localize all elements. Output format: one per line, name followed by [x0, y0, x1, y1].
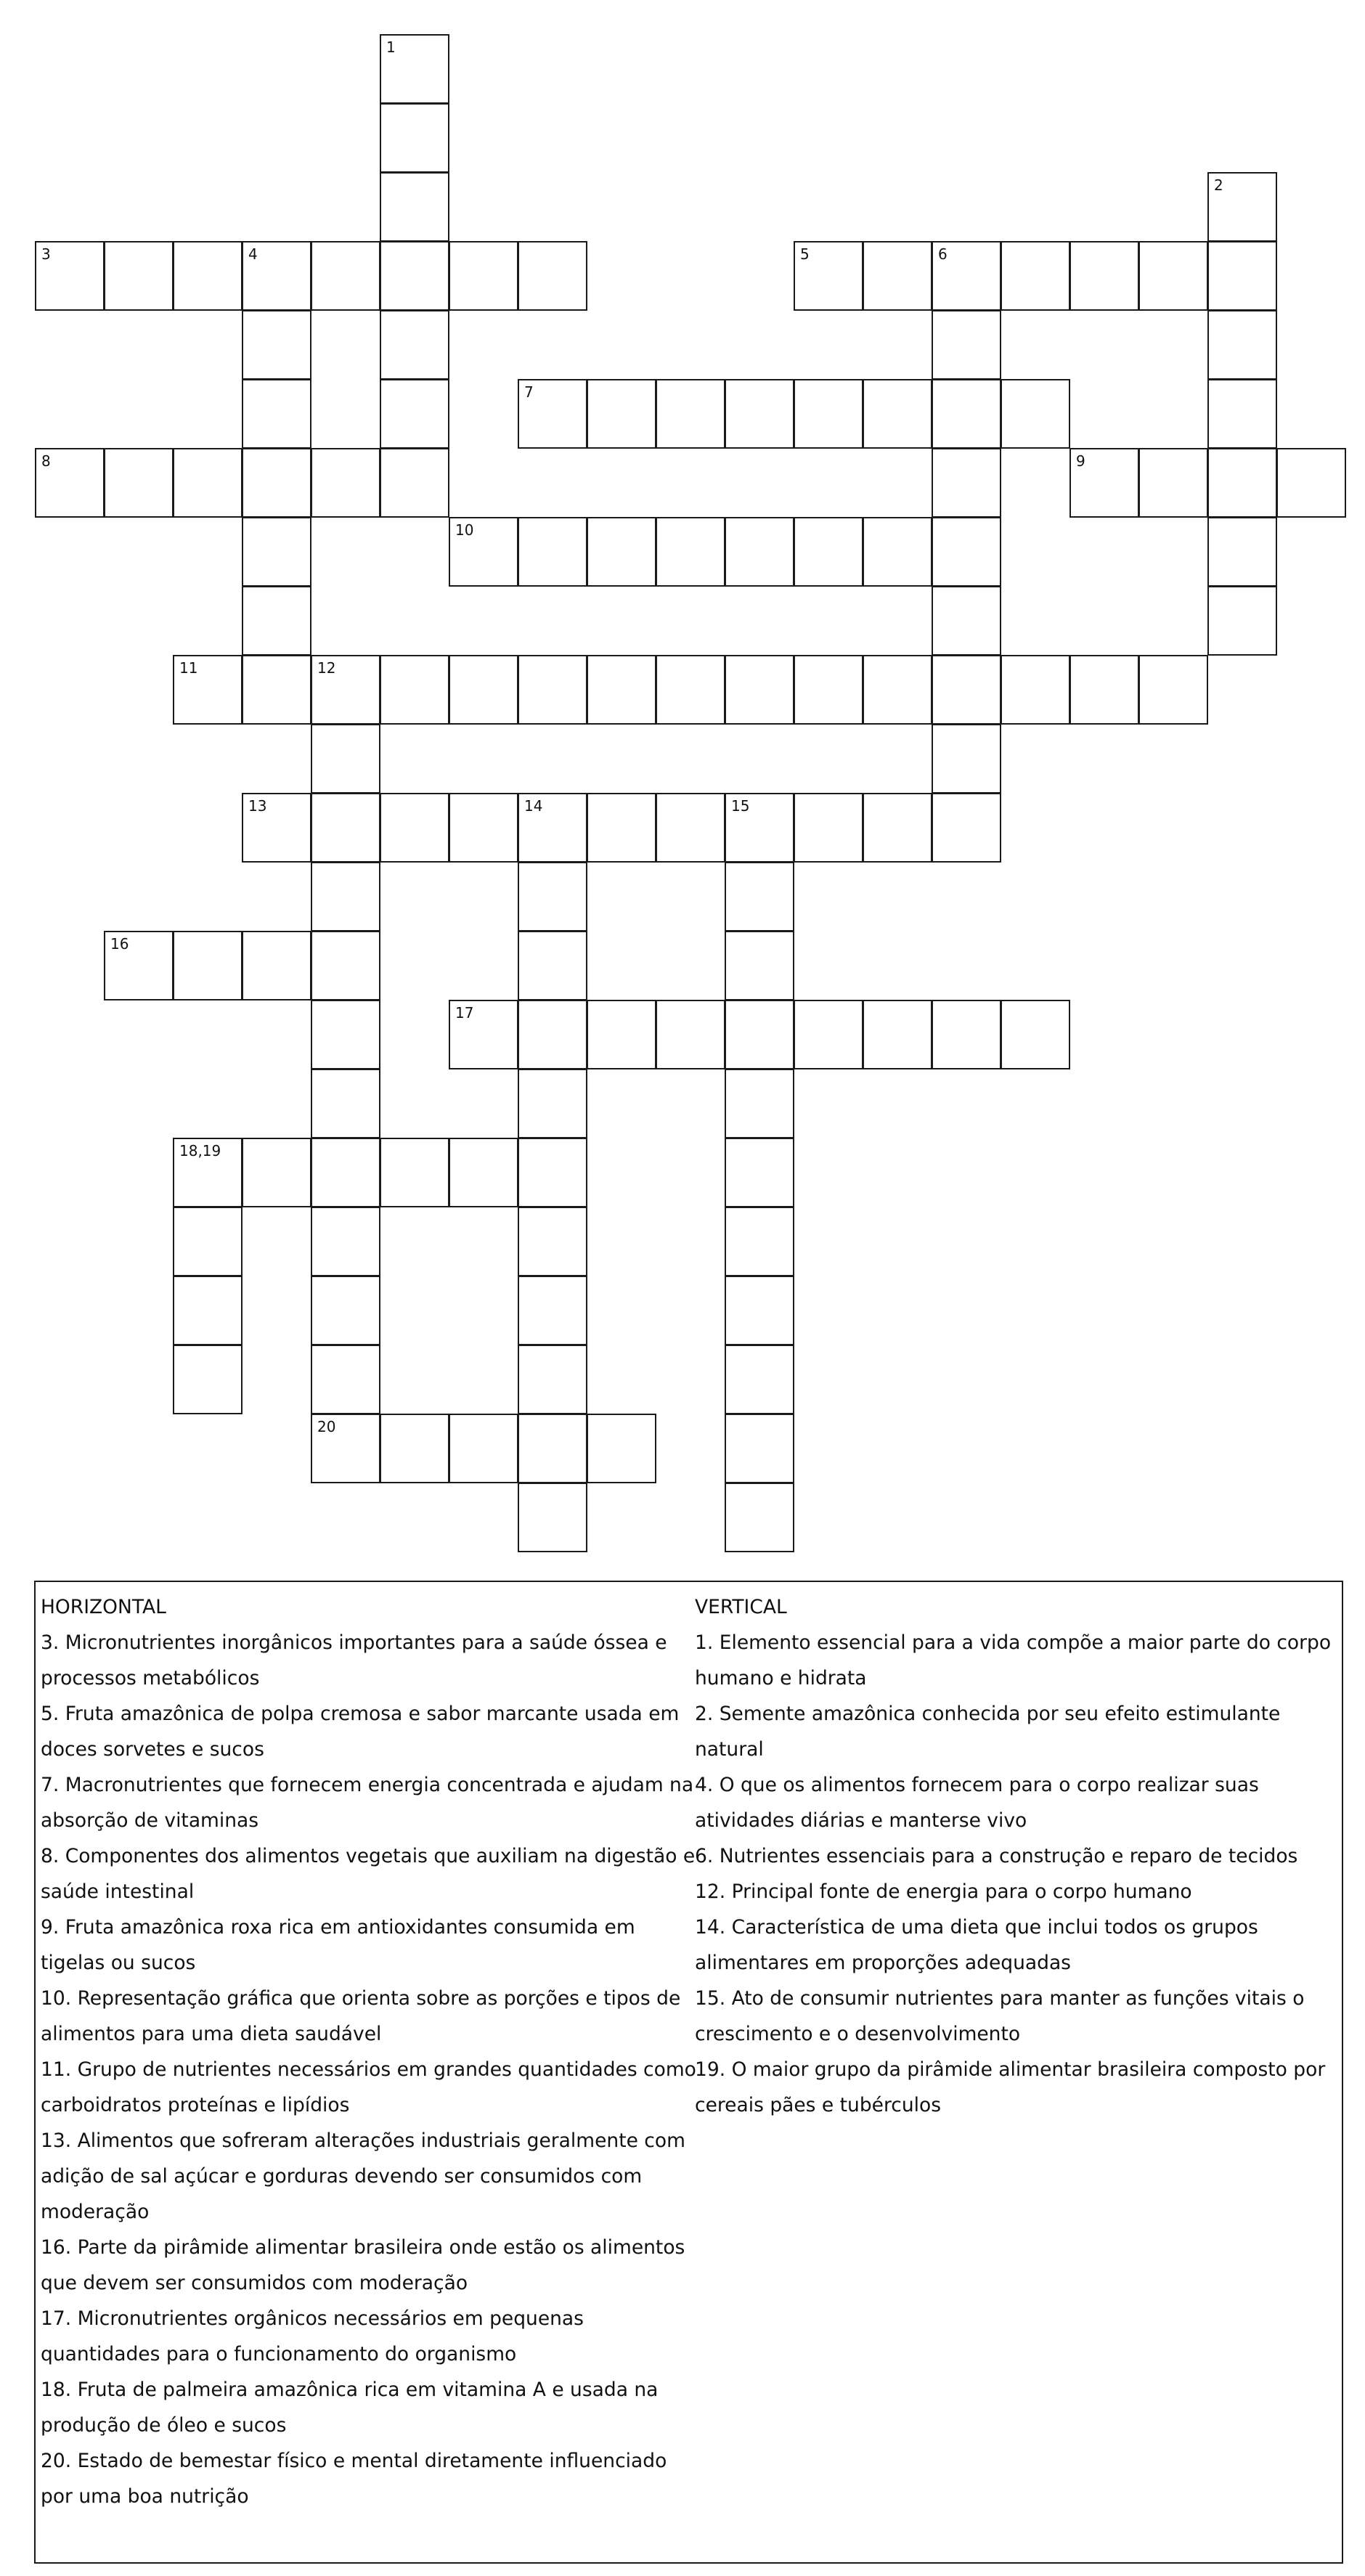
- crossword-cell[interactable]: [1207, 586, 1277, 656]
- crossword-cell[interactable]: [587, 379, 656, 449]
- crossword-cell[interactable]: [656, 655, 725, 725]
- crossword-cell[interactable]: [242, 586, 311, 656]
- crossword-cell[interactable]: [311, 448, 380, 518]
- crossword-cell[interactable]: [242, 241, 311, 311]
- crossword-cell[interactable]: [1276, 448, 1346, 518]
- crossword-cell[interactable]: [587, 655, 656, 725]
- crossword-cell[interactable]: [932, 517, 1001, 587]
- horizontal-clue: 5. Fruta amazônica de polpa cremosa e sabor marcante usada em doces sorvetes e sucos: [41, 1703, 680, 1761]
- crossword-cell[interactable]: [1207, 172, 1277, 242]
- clue-number: 13: [248, 797, 267, 815]
- crossword-cell[interactable]: [173, 448, 243, 518]
- crossword-cell[interactable]: [380, 1138, 449, 1207]
- crossword-cell[interactable]: [449, 793, 518, 863]
- crossword-cell[interactable]: [518, 1069, 587, 1138]
- horizontal-clues-column: [41, 1589, 698, 2514]
- crossword-cell[interactable]: [725, 379, 794, 449]
- clue-number: 7: [524, 383, 534, 401]
- vertical-clues-column: [695, 1589, 1342, 2123]
- crossword-cell[interactable]: [173, 655, 243, 725]
- clue-number: 6: [938, 245, 948, 263]
- horizontal-clue: 17. Micronutrientes orgânicos necessários em pequenas quantidades para o funcionamento do organismo: [41, 2307, 584, 2365]
- clue-number: 1: [386, 38, 396, 56]
- crossword-cell[interactable]: [518, 1138, 587, 1207]
- crossword-cell[interactable]: [863, 655, 932, 725]
- crossword-cell[interactable]: [311, 1069, 380, 1138]
- crossword-cell[interactable]: [794, 1000, 863, 1069]
- clue-number: 5: [800, 245, 810, 263]
- crossword-cell[interactable]: [173, 1276, 243, 1345]
- clue-number: 14: [524, 797, 543, 815]
- crossword-cell[interactable]: [863, 379, 932, 449]
- crossword-cell[interactable]: [932, 241, 1001, 311]
- crossword-cell[interactable]: [380, 448, 449, 518]
- crossword-cell[interactable]: [380, 655, 449, 725]
- vertical-clue: 12. Principal fonte de energia para o corpo humano: [695, 1880, 1192, 1903]
- horizontal-clue: 3. Micronutrientes inorgânicos importantes para a saúde óssea e processos metabólicos: [41, 1631, 667, 1690]
- horizontal-clue: 13. Alimentos que sofreram alterações industriais geralmente com adição de sal açúcar e gorduras devendo ser consumidos com moderação: [41, 2129, 685, 2223]
- crossword-cell[interactable]: [518, 1483, 587, 1552]
- crossword-cell[interactable]: [518, 655, 587, 725]
- crossword-cell[interactable]: [518, 1276, 587, 1345]
- crossword-cell[interactable]: [1001, 1000, 1070, 1069]
- crossword-cell[interactable]: [1001, 379, 1070, 449]
- crossword-cell[interactable]: [587, 1414, 656, 1483]
- vertical-clues-title: VERTICAL: [695, 1596, 787, 1618]
- crossword-cell[interactable]: [242, 379, 311, 449]
- crossword-cell[interactable]: [449, 517, 518, 587]
- crossword-cell[interactable]: [1001, 241, 1070, 311]
- crossword-cell[interactable]: [173, 241, 243, 311]
- crossword-cell[interactable]: [1207, 517, 1277, 587]
- horizontal-clue: 18. Fruta de palmeira amazônica rica em vitamina A e usada na produção de óleo e sucos: [41, 2379, 659, 2437]
- crossword-cell[interactable]: [725, 862, 794, 932]
- crossword-cell[interactable]: [1069, 655, 1139, 725]
- crossword-cell[interactable]: [1001, 655, 1070, 725]
- crossword-cell[interactable]: [587, 517, 656, 587]
- crossword-cell[interactable]: [932, 724, 1001, 794]
- crossword-cell[interactable]: [932, 1000, 1001, 1069]
- clue-number: 12: [317, 659, 336, 677]
- crossword-cell[interactable]: [932, 379, 1001, 449]
- clue-number: 10: [455, 521, 474, 539]
- crossword-cell[interactable]: [518, 1414, 587, 1483]
- crossword-cell[interactable]: [242, 931, 311, 1000]
- crossword-cell[interactable]: [449, 655, 518, 725]
- horizontal-clue: 16. Parte da pirâmide alimentar brasileira onde estão os alimentos que devem ser consumidos com moderação: [41, 2236, 685, 2294]
- crossword-cell[interactable]: [311, 862, 380, 932]
- crossword-cell[interactable]: [1069, 448, 1139, 518]
- clue-number: 20: [317, 1418, 336, 1435]
- crossword-cell[interactable]: [449, 241, 518, 311]
- crossword-cell[interactable]: [863, 241, 932, 311]
- crossword-cell[interactable]: [863, 517, 932, 587]
- crossword-cell[interactable]: [794, 241, 863, 311]
- crossword-cell[interactable]: [656, 379, 725, 449]
- crossword-cell[interactable]: [311, 793, 380, 863]
- crossword-cell[interactable]: [380, 379, 449, 449]
- crossword-cell[interactable]: [173, 1138, 243, 1207]
- horizontal-clue: 20. Estado de bemestar físico e mental diretamente influenciado por uma boa nutrição: [41, 2450, 667, 2508]
- clue-number: 17: [455, 1004, 474, 1022]
- crossword-cell[interactable]: [380, 34, 449, 104]
- clue-number: 9: [1076, 452, 1085, 470]
- crossword-cell[interactable]: [518, 931, 587, 1000]
- crossword-cell[interactable]: [173, 1207, 243, 1276]
- crossword-cell[interactable]: [656, 1000, 725, 1069]
- crossword-cell[interactable]: [794, 793, 863, 863]
- crossword-cell[interactable]: [380, 172, 449, 242]
- crossword-cell[interactable]: [1207, 379, 1277, 449]
- clue-number: 3: [41, 245, 51, 263]
- crossword-cell[interactable]: [380, 793, 449, 863]
- crossword-cell[interactable]: [794, 655, 863, 725]
- crossword-cell[interactable]: [725, 655, 794, 725]
- clue-number: 8: [41, 452, 51, 470]
- clue-number: 15: [731, 797, 750, 815]
- crossword-cell[interactable]: [311, 724, 380, 794]
- crossword-cell[interactable]: [1138, 448, 1208, 518]
- crossword-cell[interactable]: [587, 1000, 656, 1069]
- horizontal-clue: 9. Fruta amazônica roxa rica em antioxidantes consumida em tigelas ou sucos: [41, 1916, 635, 1974]
- crossword-cell[interactable]: [104, 448, 174, 518]
- crossword-cell[interactable]: [242, 655, 311, 725]
- crossword-cell[interactable]: [449, 1138, 518, 1207]
- crossword-cell[interactable]: [242, 1138, 311, 1207]
- crossword-cell[interactable]: [932, 586, 1001, 656]
- crossword-cell[interactable]: [311, 655, 380, 725]
- crossword-cell[interactable]: [863, 1000, 932, 1069]
- crossword-cell[interactable]: [656, 517, 725, 587]
- horizontal-clue: 7. Macronutrientes que fornecem energia concentrada e ajudam na absorção de vitaminas: [41, 1774, 694, 1832]
- crossword-cell[interactable]: [242, 793, 311, 863]
- crossword-cell[interactable]: [380, 241, 449, 311]
- clue-number: 18,19: [179, 1142, 221, 1159]
- crossword-cell[interactable]: [1138, 241, 1208, 311]
- crossword-cell[interactable]: [1069, 241, 1139, 311]
- crossword-cell[interactable]: [380, 103, 449, 173]
- crossword-cell[interactable]: [518, 862, 587, 932]
- horizontal-clues-title: HORIZONTAL: [41, 1596, 166, 1618]
- crossword-cell[interactable]: [311, 1276, 380, 1345]
- crossword-cell[interactable]: [173, 931, 243, 1000]
- crossword-cell[interactable]: [725, 1483, 794, 1552]
- vertical-clue: 15. Ato de consumir nutrientes para manter as funções vitais o crescimento e o desenvolvimento: [695, 1987, 1305, 2045]
- crossword-cell[interactable]: [725, 1069, 794, 1138]
- crossword-cell[interactable]: [1207, 448, 1277, 518]
- horizontal-clue: 11. Grupo de nutrientes necessários em grandes quantidades como carboidratos proteínas e lipídios: [41, 2058, 696, 2116]
- crossword-cell[interactable]: [725, 1276, 794, 1345]
- crossword-cell[interactable]: [311, 1138, 380, 1207]
- crossword-cell[interactable]: [311, 1000, 380, 1069]
- clue-number: 11: [179, 659, 198, 677]
- crossword-cell[interactable]: [518, 379, 587, 449]
- crossword-cell[interactable]: [932, 310, 1001, 380]
- crossword-cell[interactable]: [242, 517, 311, 587]
- vertical-clue: 2. Semente amazônica conhecida por seu efeito estimulante natural: [695, 1703, 1281, 1761]
- crossword-cell[interactable]: [587, 793, 656, 863]
- crossword-cell[interactable]: [518, 241, 587, 311]
- crossword-cell[interactable]: [518, 793, 587, 863]
- crossword-cell[interactable]: [725, 1345, 794, 1414]
- crossword-cell[interactable]: [932, 448, 1001, 518]
- crossword-cell[interactable]: [725, 1207, 794, 1276]
- crossword-cell[interactable]: [932, 655, 1001, 725]
- crossword-cell[interactable]: [725, 1138, 794, 1207]
- crossword-cell[interactable]: [518, 517, 587, 587]
- horizontal-clue: 8. Componentes dos alimentos vegetais que auxiliam na digestão e saúde intestinal: [41, 1845, 696, 1903]
- crossword-cell[interactable]: [725, 517, 794, 587]
- crossword-cell[interactable]: [311, 1414, 380, 1483]
- horizontal-clue: 10. Representação gráfica que orienta sobre as porções e tipos de alimentos para uma dieta saudável: [41, 1987, 681, 2045]
- clue-number: 2: [1214, 176, 1223, 194]
- clue-number: 16: [110, 935, 129, 953]
- crossword-cell[interactable]: [725, 1000, 794, 1069]
- crossword-cell[interactable]: [35, 241, 105, 311]
- crossword-cell[interactable]: [173, 1345, 243, 1414]
- crossword-cell[interactable]: [656, 793, 725, 863]
- crossword-cell[interactable]: [311, 1345, 380, 1414]
- crossword-cell[interactable]: [380, 1414, 449, 1483]
- crossword-cell[interactable]: [104, 931, 174, 1000]
- crossword-cell[interactable]: [725, 931, 794, 1000]
- crossword-cell[interactable]: [932, 793, 1001, 863]
- clues-box: [34, 1581, 1343, 2564]
- crossword-cell[interactable]: [863, 793, 932, 863]
- crossword-cell[interactable]: [725, 793, 794, 863]
- crossword-cell[interactable]: [794, 379, 863, 449]
- crossword-cell[interactable]: [380, 310, 449, 380]
- crossword-cell[interactable]: [1207, 310, 1277, 380]
- vertical-clue: 4. O que os alimentos fornecem para o corpo realizar suas atividades diárias e manterse vivo: [695, 1774, 1259, 1832]
- crossword-cell[interactable]: [242, 448, 311, 518]
- crossword-cell[interactable]: [449, 1414, 518, 1483]
- crossword-cell[interactable]: [311, 931, 380, 1000]
- vertical-clue: 14. Característica de uma dieta que inclui todos os grupos alimentares em proporções adequadas: [695, 1916, 1258, 1974]
- crossword-cell[interactable]: [449, 1000, 518, 1069]
- vertical-clue: 6. Nutrientes essenciais para a construção e reparo de tecidos: [695, 1845, 1298, 1867]
- crossword-cell[interactable]: [518, 1000, 587, 1069]
- crossword-cell[interactable]: [518, 1345, 587, 1414]
- crossword-cell[interactable]: [1207, 241, 1277, 311]
- crossword-cell[interactable]: [104, 241, 174, 311]
- crossword-cell[interactable]: [311, 241, 380, 311]
- crossword-cell[interactable]: [725, 1414, 794, 1483]
- vertical-clue: 19. O maior grupo da pirâmide alimentar brasileira composto por cereais pães e tubérculos: [695, 2058, 1326, 2116]
- crossword-cell[interactable]: [794, 517, 863, 587]
- crossword-cell[interactable]: [1138, 655, 1208, 725]
- crossword-cell[interactable]: [242, 310, 311, 380]
- vertical-clue: 1. Elemento essencial para a vida compõe a maior parte do corpo humano e hidrata: [695, 1631, 1332, 1690]
- crossword-cell[interactable]: [518, 1207, 587, 1276]
- clue-number: 4: [248, 245, 258, 263]
- crossword-cell[interactable]: [35, 448, 105, 518]
- crossword-cell[interactable]: [311, 1207, 380, 1276]
